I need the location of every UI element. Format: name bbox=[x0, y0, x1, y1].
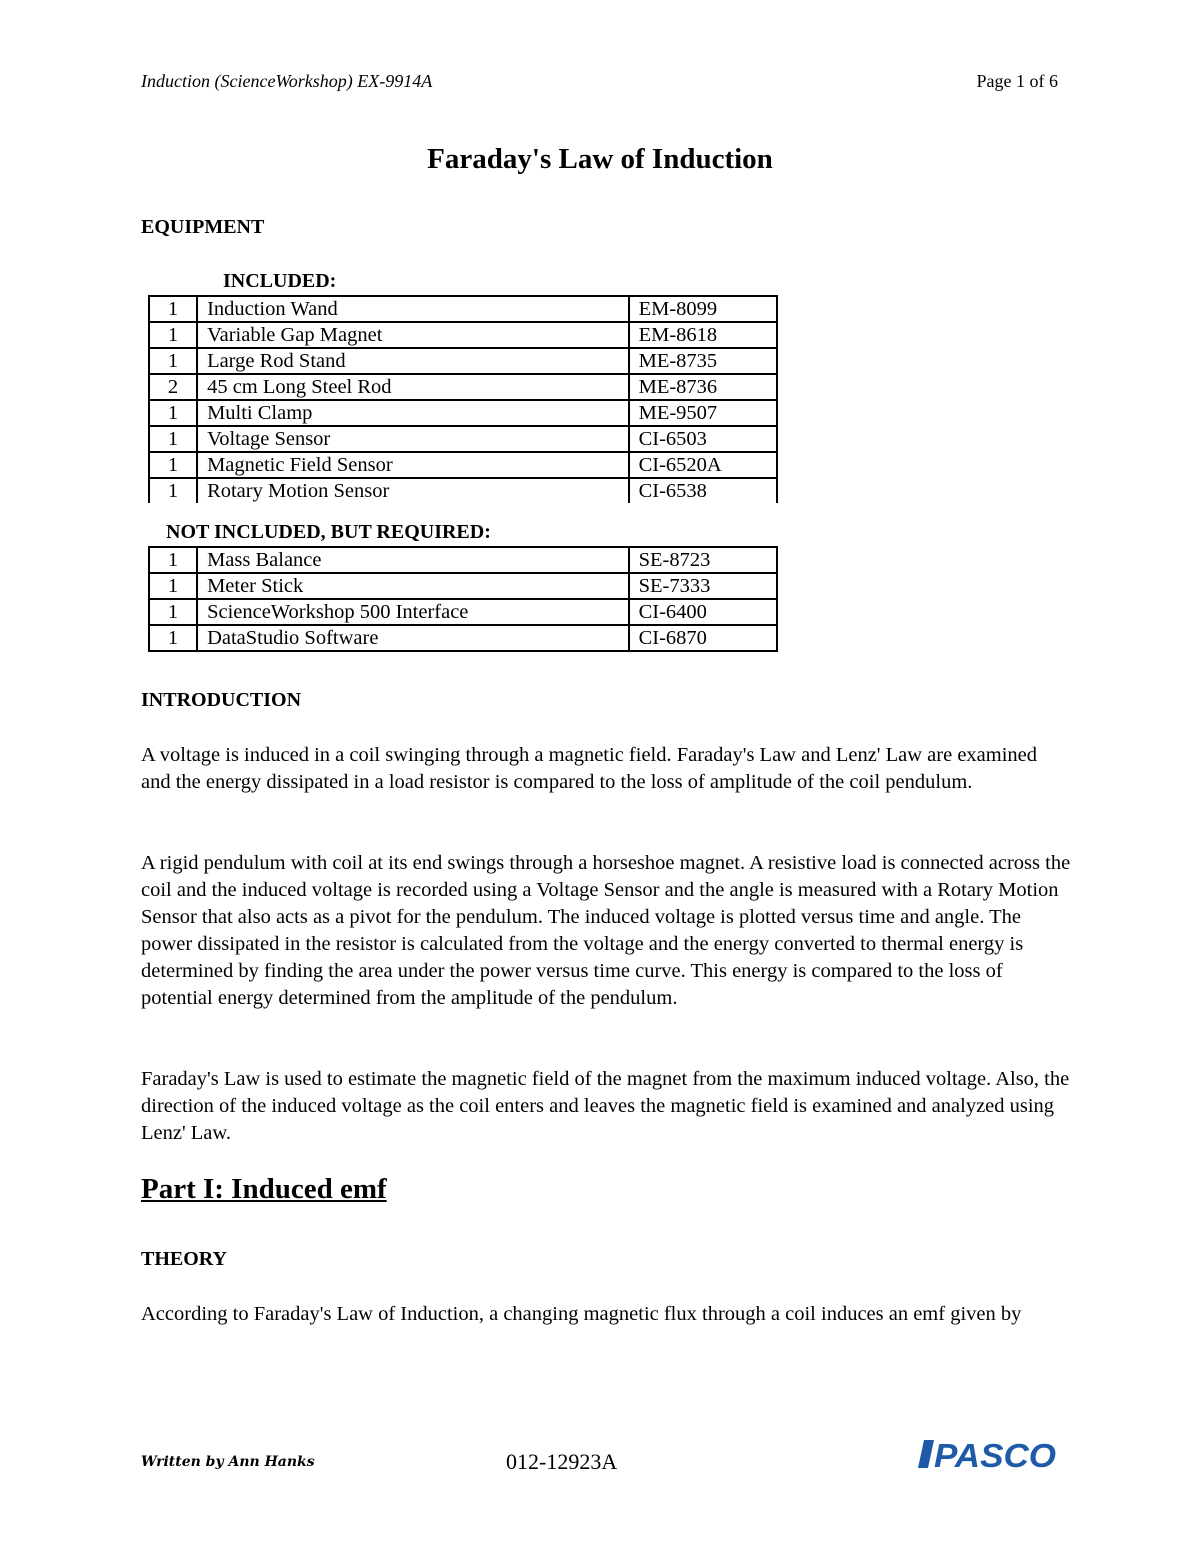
part-number-cell: SE-7333 bbox=[629, 573, 777, 599]
pasco-logo bbox=[918, 1438, 1058, 1470]
part-number-cell: CI-6503 bbox=[629, 426, 777, 452]
item-name-cell: Multi Clamp bbox=[197, 400, 629, 426]
part-number-cell: EM-8618 bbox=[629, 322, 777, 348]
required-equipment-table bbox=[148, 546, 778, 652]
equipment-row bbox=[149, 374, 777, 400]
item-name-cell: Meter Stick bbox=[197, 573, 629, 599]
intro-paragraph-1: A voltage is induced in a coil swinging through a magnetic field. Faraday's Law and Lenz' Law are examined and the energy dissipated in a load resistor is compared to the loss of amplitude of the coil pendulum. bbox=[141, 744, 1038, 793]
footer-document-number: 012-12923A bbox=[506, 1449, 618, 1474]
equipment-row bbox=[149, 625, 777, 651]
part-number-cell: SE-8723 bbox=[629, 547, 777, 573]
intro-paragraph-2: A rigid pendulum with coil at its end swings through a horseshoe magnet. A resistive load is connected across the coil and the induced voltage is recorded using a Voltage Sensor and the angle is measured with a Rotary Motion Sensor that also acts as a pivot for the pendulum. The induced voltage is plotted versus time and angle. The power dissipated in the resistor is calculated from the voltage and the energy converted to thermal energy is determined by finding the area under the power versus time curve. This energy is compared to the loss of potential energy determined from the amplitude of the pendulum. bbox=[141, 852, 1071, 1009]
equipment-row bbox=[149, 547, 777, 573]
part-number-cell: CI-6400 bbox=[629, 599, 777, 625]
part-number-cell: ME-8735 bbox=[629, 348, 777, 374]
part-1-title: Part I: Induced emf bbox=[141, 1173, 387, 1205]
page-title: Faraday's Law of Induction bbox=[427, 143, 773, 175]
quantity-cell: 1 bbox=[149, 400, 197, 426]
equipment-heading: EQUIPMENT bbox=[141, 216, 265, 238]
part-number-cell: EM-8099 bbox=[629, 296, 777, 322]
equipment-row bbox=[149, 400, 777, 426]
item-name-cell: ScienceWorkshop 500 Interface bbox=[197, 599, 629, 625]
quantity-cell: 1 bbox=[149, 426, 197, 452]
theory-paragraph: According to Faraday's Law of Induction, a changing magnetic flux through a coil induces an emf given by bbox=[141, 1303, 1022, 1325]
quantity-cell: 1 bbox=[149, 599, 197, 625]
equipment-row bbox=[149, 426, 777, 452]
quantity-cell: 1 bbox=[149, 478, 197, 503]
quantity-cell: 1 bbox=[149, 296, 197, 322]
part-number-cell: CI-6520A bbox=[629, 452, 777, 478]
item-name-cell: 45 cm Long Steel Rod bbox=[197, 374, 629, 400]
item-name-cell: Rotary Motion Sensor bbox=[197, 478, 629, 503]
equipment-row bbox=[149, 296, 777, 322]
pasco-logo-text: PASCO bbox=[934, 1438, 1057, 1470]
part-number-cell: ME-9507 bbox=[629, 400, 777, 426]
quantity-cell: 1 bbox=[149, 547, 197, 573]
quantity-cell: 1 bbox=[149, 573, 197, 599]
item-name-cell: Variable Gap Magnet bbox=[197, 322, 629, 348]
quantity-cell: 1 bbox=[149, 625, 197, 651]
included-equipment-table bbox=[148, 295, 778, 503]
quantity-cell: 1 bbox=[149, 452, 197, 478]
item-name-cell: Large Rod Stand bbox=[197, 348, 629, 374]
item-name-cell: Voltage Sensor bbox=[197, 426, 629, 452]
item-name-cell: Mass Balance bbox=[197, 547, 629, 573]
included-label: INCLUDED: bbox=[223, 270, 337, 292]
header-page-number: Page 1 of 6 bbox=[976, 71, 1058, 91]
equipment-row bbox=[149, 322, 777, 348]
item-name-cell: DataStudio Software bbox=[197, 625, 629, 651]
intro-paragraph-3: Faraday's Law is used to estimate the magnetic field of the magnet from the maximum induced voltage. Also, the direction of the induced voltage as the coil enters and leaves the magnetic field is examined and analyzed using Lenz' Law. bbox=[141, 1068, 1070, 1144]
part-number-cell: CI-6870 bbox=[629, 625, 777, 651]
part-number-cell: ME-8736 bbox=[629, 374, 777, 400]
equipment-row bbox=[149, 478, 777, 503]
quantity-cell: 1 bbox=[149, 348, 197, 374]
item-name-cell: Magnetic Field Sensor bbox=[197, 452, 629, 478]
equipment-row bbox=[149, 348, 777, 374]
item-name-cell: Induction Wand bbox=[197, 296, 629, 322]
header-document-id: Induction (ScienceWorkshop) EX-9914A bbox=[141, 71, 433, 91]
introduction-heading: INTRODUCTION bbox=[141, 689, 302, 711]
pasco-logo-mark bbox=[918, 1440, 934, 1468]
theory-heading: THEORY bbox=[141, 1248, 227, 1270]
equipment-row bbox=[149, 452, 777, 478]
equipment-row bbox=[149, 573, 777, 599]
equipment-row bbox=[149, 599, 777, 625]
footer-author: Written by Ann Hanks bbox=[141, 1454, 315, 1470]
part-number-cell: CI-6538 bbox=[629, 478, 777, 503]
quantity-cell: 2 bbox=[149, 374, 197, 400]
quantity-cell: 1 bbox=[149, 322, 197, 348]
required-label: NOT INCLUDED, BUT REQUIRED: bbox=[166, 521, 491, 543]
